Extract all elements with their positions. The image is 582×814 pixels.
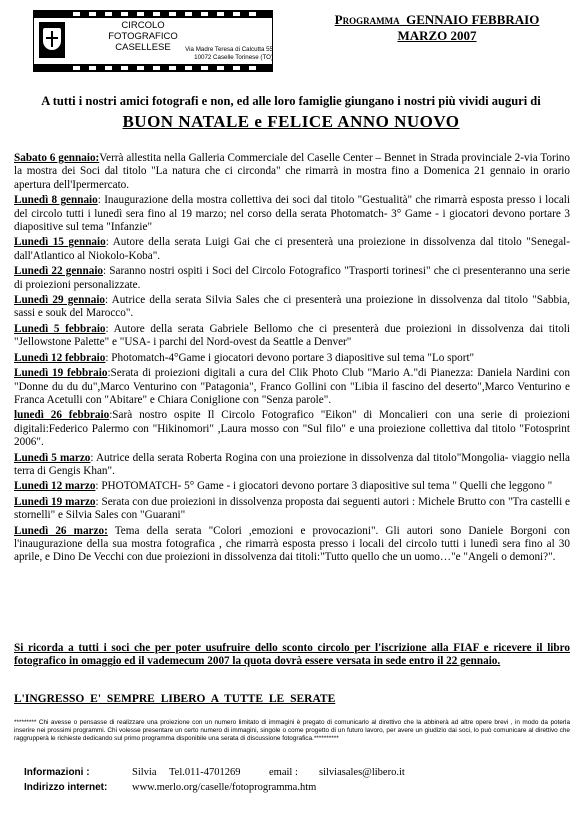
- event-item: [14, 525, 570, 565]
- email-link[interactable]: silviasales@libero.it: [319, 767, 405, 778]
- event-description: : Serata con due proiezioni in dissolvenza proposta dai seguenti autori : Michele Brutto con "Tra castelli e stornelli" e Silvia Sales con "Guarani": [14, 495, 570, 522]
- program-title: [302, 12, 572, 44]
- event-date: Lunedì 8 gennaio: [14, 194, 98, 207]
- contact-row-info: [14, 766, 570, 781]
- events-list: [14, 152, 570, 567]
- projection-note: ********* Chi avesse o pensasse di realizzare una proiezione con un numero limitato di immagini è pregato di comunicarlo al direttivo che la abbinerà ad altre opere brevi , in modo da poterla inserire nei prossimi programmi. Chi volesse presentare un certo numero di immagini, singole o come progetto di un futuro lavoro, per avere un giudizio dai soci, lo può comunicare al direttivo che raggrupperà le richieste dedicando sul primo programma disponibile una serata di discussione fotografica.**********: [14, 719, 570, 742]
- event-description: : Saranno nostri ospiti i Soci del Circolo Fotografico "Trasporti torinesi" che ci presenteranno una serie di proiezioni personalizzate.: [14, 265, 570, 291]
- event-item: [14, 409, 570, 449]
- film-strip-bottom: [33, 64, 273, 72]
- event-date: Lunedì 5 marzo: [14, 451, 91, 464]
- email-label: email :: [269, 767, 298, 778]
- web-link[interactable]: www.merlo.org/caselle/fotoprogramma.htm: [132, 782, 317, 793]
- event-item: [14, 294, 570, 321]
- club-address: [173, 46, 273, 62]
- membership-notice: Si ricorda a tutti i soci che per poter usufruire dello sconto circolo per l'iscrizione alla FIAF e ricevere il libro fotografico in omaggio ed il vademecum 2007 la quota dovrà essere versata in sede entro il 22 gennaio.: [14, 642, 570, 668]
- event-date: Lunedì 19 febbraio: [14, 367, 108, 380]
- program-title-line-2: MARZO 2007: [397, 28, 477, 43]
- event-description: : Autore della serata Gabriele Bellomo che ci presenterà due proiezioni in dissolvenza dai titoli "Jellowstone Palette" e "USA- i parchi del Nord-ovest da Seattle a Denver": [14, 322, 570, 349]
- club-name-line-2: FOTOGRAFICO: [108, 31, 178, 42]
- info-phone: Tel.011-4701269: [169, 767, 241, 778]
- event-description: : Photomatch-4°Game i giocatori devono portare 3 diapositive sul tema "Lo sport": [105, 351, 475, 364]
- event-item: [14, 452, 570, 479]
- program-prefix: Programma: [334, 12, 400, 27]
- free-entry-notice: L'INGRESSO E' SEMPRE LIBERO A TUTTE LE SERATE: [14, 693, 336, 705]
- event-date: Lunedì 12 febbraio: [14, 351, 106, 364]
- event-description: : Inaugurazione della mostra collettiva dei soci dal titolo "Gestualità" che rimarrà esposta presso i locali del circolo tutti i lunedì sera fino al 19 marzo; nel corso della serata Photomatch- 3° Game - i giocatori devono portare 3 diapositive sul tema "Infanzie": [14, 194, 570, 234]
- event-description: Tema della serata "Colori ,emozioni e provocazioni". Gli autori sono Daniele Borgoni con l'inaugurazione della sua mostra fotografica , che rimarrà esposta presso i locali del circolo tutti i lunedì sera fino al 30 aprile, e Dino De Vecchi con due proiezioni in dissolvenza dai titoli:"Tutto quello che un uomo…"e "Angeli o demoni?".: [14, 524, 570, 564]
- event-date: Lunedì 15 gennaio: [14, 236, 106, 249]
- greeting-line: A tutti i nostri amici fotografi e non, ed alle loro famiglie giungano i nostri più vividi auguri di: [41, 94, 541, 108]
- event-date: Lunedì 19 marzo: [14, 495, 96, 508]
- event-date: lunedì 26 febbraio: [14, 409, 110, 422]
- event-item: [14, 323, 570, 350]
- club-address-line-2: 10072 Caselle Torinese (TO): [194, 54, 273, 61]
- event-date: Lunedì 22 gennaio: [14, 265, 104, 278]
- info-name: Silvia: [132, 767, 157, 778]
- club-logo: [33, 10, 273, 72]
- club-name-line-1: CIRCOLO: [121, 20, 165, 31]
- info-label: Informazioni :: [24, 767, 90, 778]
- club-address-line-1: Via Madre Teresa di Calcutta 55: [185, 46, 273, 53]
- event-date: Lunedì 5 febbraio: [14, 322, 106, 335]
- club-name-line-3: CASELLESE: [115, 42, 171, 53]
- event-item: [14, 152, 570, 192]
- event-description: : PHOTOMATCH- 5° Game - i giocatori devono portare 3 diapositive sul tema " Quelli che leggono ": [95, 480, 553, 493]
- event-item: [14, 236, 570, 263]
- event-item: [14, 496, 570, 523]
- contact-row-web: [14, 781, 570, 796]
- program-title-line-1: GENNAIO FEBBRAIO: [406, 12, 540, 27]
- event-item: [14, 352, 570, 365]
- contact-info: [14, 766, 570, 796]
- event-date: Lunedì 12 marzo: [14, 480, 96, 493]
- event-item: [14, 265, 570, 292]
- event-item: [14, 194, 570, 234]
- event-description: : Autore della serata Luigi Gai che ci presenterà una proiezione in dissolvenza dal titolo "Senegal-dall'Atlantico al Niokolo-Koba".: [14, 236, 570, 262]
- event-description: :Sarà nostro ospite Il Circolo Fotografico "Eikon" di Moncalieri con una serie di proiezioni digitali:Federico Palermo con "Hikinomori" ,Laura mosso con "Sul filo" e una proiezione collettiva dal titolo "Fotosprint 2006".: [14, 409, 571, 449]
- film-strip-top: [33, 10, 273, 18]
- event-description: :Serata di proiezioni digitali a cura del Clik Photo Club "Mario A."di Pianezza: Daniela Nardini con "Donne du du du",Marco Venturino con "Patagonia", Franco Gollini con "Libia il fascino del deserto",Marco Venturino e Franca Acetulli con "Abitare" e Chiara Coniglione con "Senza parole".: [14, 367, 570, 406]
- event-description: : Autrice della serata Silvia Sales che ci presenterà una proiezione in dissolvenza dal titolo "Sabbia, sassi e souk del Marocco".: [14, 294, 570, 320]
- coat-of-arms-icon: [39, 22, 65, 58]
- event-description: Verrà allestita nella Galleria Commerciale del Caselle Center – Bennet in Strada provinciale 2-via Torino la mostra dei Soci dal titolo "La natura che ci circonda" che rimarrà in mostra fino a Domenica 21 gennaio in orario apertura dell'Ipermercato.: [14, 152, 570, 191]
- holiday-wishes: BUON NATALE e FELICE ANNO NUOVO: [122, 112, 460, 131]
- event-date: Sabato 6 gennaio:: [14, 152, 100, 164]
- event-date: Lunedì 26 marzo:: [14, 524, 108, 537]
- event-item: [14, 367, 570, 407]
- event-item: [14, 480, 570, 493]
- event-date: Lunedì 29 gennaio: [14, 294, 106, 307]
- web-label: Indirizzo internet:: [24, 782, 108, 793]
- event-description: : Autrice della serata Roberta Rogina con una proiezione in dissolvenza dal titolo"Mongolia- viaggio nella terra di Gengis Khan".: [14, 451, 570, 477]
